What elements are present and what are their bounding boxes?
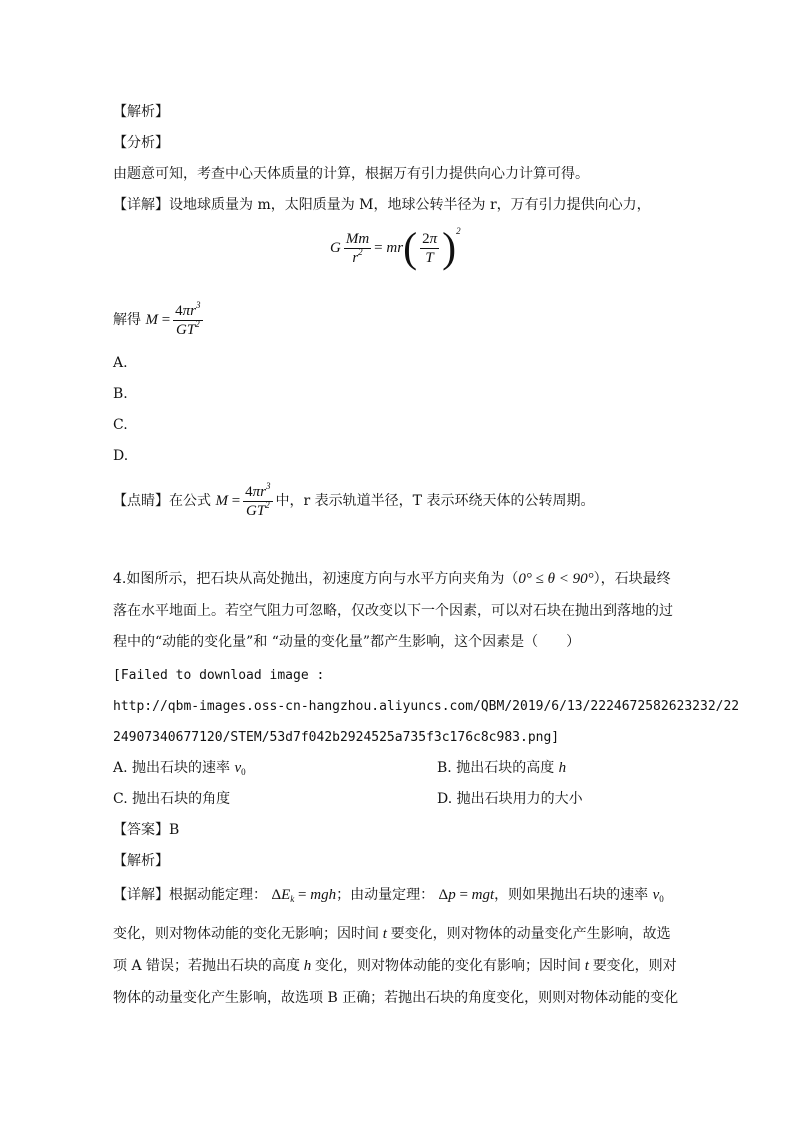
q4-line2: 落在水平地面上。若空气阻力可忽略，仅改变以下一个因素，可以对石块在抛出到落地的过 — [113, 603, 673, 619]
q4-line3: 程中的“动能的变化量”和 “动量的变化量”都产生影响，这个因素是（ ） — [113, 634, 581, 650]
h-symbol: h — [558, 760, 567, 776]
gravitation-equation: G $\frac{Mm}{r^2}$ = mr( $\frac{2\pi}{T}$ )$^2$ — [330, 225, 461, 272]
image-error-1: [Failed to download image : — [113, 668, 325, 683]
dianjing-tag: 【点睛】 — [113, 493, 169, 509]
q4-line1 — [113, 569, 671, 589]
q4-line1-end: ），石块最终 — [593, 571, 671, 587]
q4-detail-tag: 【详解】 — [113, 887, 169, 903]
q4-detail-line4: 物体的动量变化产生影响，故选项 B 正确；若抛出石块的角度变化，则则对物体动能的变化 — [113, 990, 679, 1006]
q4-detail-1c: ，则如果抛出石块的速率 — [494, 887, 649, 903]
q4-line1-text: 4.如图所示，把石块从高处抛出，初速度方向与水平方向夹角为（ — [113, 571, 519, 587]
q4-jiexi-heading: 【解析】 — [113, 853, 169, 869]
solve-prefix: 解得 — [113, 312, 141, 328]
q4-detail-line1 — [113, 885, 664, 905]
dianjing-post: 中，r 表示轨道半径，T 表示环绕天体的公转周期。 — [275, 493, 595, 509]
q4-detail-2b: 要变化，则对物体的动量变化产生影响，故选 — [390, 926, 671, 942]
q4-option-c: C. 抛出石块的角度 — [113, 791, 231, 807]
dianjing-pre: 在公式 — [169, 493, 211, 509]
q4-option-a-text: A. 抛出石块的速率 — [113, 760, 231, 776]
q4-detail-3b: 变化，则对物体动能的变化有影响；因时间 — [315, 958, 582, 974]
t-symbol-2: t — [581, 958, 593, 974]
jiexi-heading: 【解析】 — [113, 104, 169, 120]
h-symbol-2: h — [300, 958, 316, 974]
q4-option-a — [113, 758, 246, 778]
option-d: D. — [113, 448, 129, 464]
momentum-formula: Δp = mgt — [438, 887, 495, 903]
q4-detail-1b: ；由动量定理： — [336, 887, 435, 903]
mass-formula: M = $\frac{4\pi r^3}{GT^2}$ — [145, 300, 201, 339]
detail-text: 设地球质量为 m，太阳质量为 M，地球公转半径为 r，万有引力提供向心力， — [169, 197, 651, 213]
q4-detail-2a: 变化，则对物体动能的变化无影响；因时间 — [113, 926, 379, 942]
fenxi-heading: 【分析】 — [113, 135, 169, 151]
v0-symbol-2: $v_0$ — [652, 887, 664, 904]
answer-line: 【答案】B — [113, 822, 180, 838]
image-error-3: 24907340677120/STEM/53d7f042b2924525a735f3c176c8c983.png] — [113, 730, 560, 745]
image-error-2: http://qbm-images.oss-cn-hangzhou.aliyuncs.com/QBM/2019/6/13/2224672582623232/22 — [113, 699, 740, 714]
angle-range: 0° ≤ θ < 90° — [518, 571, 594, 587]
dianjing-formula: M = $\frac{4\pi r^3}{GT^2}$ — [215, 481, 271, 520]
q4-detail-line3 — [113, 956, 677, 976]
q4-detail-1a: 根据动能定理： — [169, 887, 267, 903]
q4-detail-3a: 项 A 错误；若抛出石块的高度 — [113, 958, 301, 974]
detail-tag: 【详解】 — [113, 197, 169, 213]
q4-detail-line2 — [113, 924, 671, 944]
kinetic-energy-formula: $\Delta E_k$ = mgh — [271, 887, 337, 904]
option-a: A. — [113, 355, 128, 371]
detail-line — [113, 195, 651, 215]
analysis-text: 由题意可知，考查中心天体质量的计算，根据万有引力提供向心力计算可得。 — [113, 166, 589, 182]
solve-line — [113, 300, 206, 340]
q4-option-d: D. 抛出石块用力的大小 — [437, 791, 583, 807]
option-b: B. — [113, 386, 128, 402]
t-symbol: t — [379, 926, 391, 942]
q4-option-b-text: B. 抛出石块的高度 — [437, 760, 555, 776]
q4-option-b — [437, 758, 566, 778]
v0-symbol: $v_0$ — [234, 760, 246, 777]
option-c: C. — [113, 417, 128, 433]
q4-detail-3c: 要变化，则对 — [592, 958, 677, 974]
dianjing-line — [113, 481, 594, 521]
